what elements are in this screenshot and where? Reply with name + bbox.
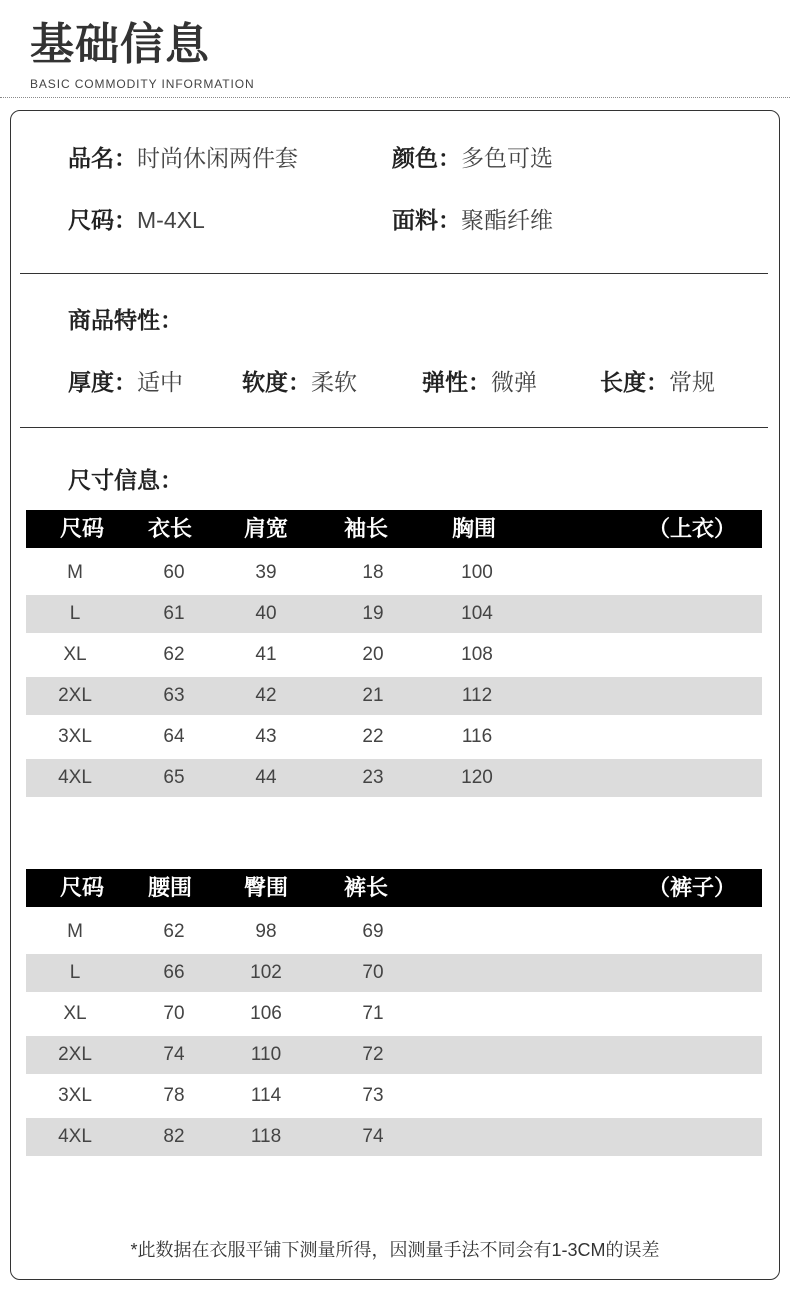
table-row [26, 954, 762, 992]
table-cell: 18 [362, 562, 384, 583]
fabric-label: 面料： [392, 207, 461, 233]
feature-label: 软度： [242, 369, 311, 395]
table-cell: 66 [163, 962, 185, 983]
size-cell: XL [63, 1003, 87, 1024]
measurement-footnote: *此数据在衣服平铺下测量所得，因测量手法不同会有1-3CM的误差 [130, 1240, 660, 1260]
size-cell: L [69, 603, 81, 624]
size-table-top [26, 510, 762, 797]
table-header-cell: 肩宽 [243, 516, 288, 541]
table-cell: 20 [362, 644, 384, 665]
size-cell: M [67, 921, 83, 942]
section-divider [20, 427, 768, 428]
table-cell: 104 [461, 603, 493, 624]
table-category-tag: （上衣） [647, 516, 736, 541]
table-cell: 61 [163, 603, 185, 624]
color-label: 颜色： [392, 145, 461, 171]
size-cell: L [69, 962, 81, 983]
table-row [26, 595, 762, 633]
size-cell: 2XL [58, 685, 92, 706]
table-cell: 82 [163, 1126, 185, 1147]
table-cell: 72 [362, 1044, 384, 1065]
table-cell: 78 [163, 1085, 185, 1106]
table-row [26, 636, 762, 674]
table-cell: 69 [362, 921, 384, 942]
feature-thickness [68, 366, 183, 398]
table-header-cell: 尺码 [59, 875, 104, 900]
table-header-cell: 胸围 [451, 516, 496, 541]
table-cell: 22 [362, 726, 384, 747]
size-range-label: 尺码： [68, 207, 137, 233]
table-cell: 65 [163, 767, 185, 788]
color-value: 多色可选 [461, 145, 553, 171]
table-row [26, 554, 762, 592]
size-cell: 4XL [58, 767, 92, 788]
table-cell: 39 [255, 562, 277, 583]
table-cell: 71 [362, 1003, 384, 1024]
size-range-value: M-4XL [137, 207, 205, 233]
feature-length [600, 366, 715, 398]
feature-label: 弹性： [422, 369, 491, 395]
table-row [26, 995, 762, 1033]
table-cell: 62 [163, 644, 185, 665]
fabric-value: 聚酯纤维 [461, 207, 553, 233]
table-cell: 60 [163, 562, 185, 583]
table-cell: 62 [163, 921, 185, 942]
table-cell: 110 [250, 1044, 282, 1065]
table-header [26, 510, 762, 548]
table-cell: 23 [362, 767, 384, 788]
table-cell: 44 [255, 767, 277, 788]
feature-value: 适中 [137, 369, 183, 395]
table-row [26, 1036, 762, 1074]
feature-value: 常规 [669, 369, 715, 395]
size-cell: 3XL [58, 1085, 92, 1106]
table-cell: 116 [461, 726, 493, 747]
table-cell: 74 [163, 1044, 185, 1065]
table-cell: 102 [250, 962, 282, 983]
table-cell: 63 [163, 685, 185, 706]
feature-softness [242, 366, 357, 398]
table-cell: 70 [362, 962, 384, 983]
table-cell: 118 [250, 1126, 282, 1147]
table-row [26, 718, 762, 756]
size-cell: 4XL [58, 1126, 92, 1147]
size-cell: M [67, 562, 83, 583]
table-header [26, 869, 762, 907]
page-title: 基础信息 [30, 20, 210, 69]
table-header-cell: 裤长 [343, 875, 388, 900]
size-range-field [68, 204, 205, 236]
table-cell: 41 [255, 644, 277, 665]
table-cell: 74 [362, 1126, 384, 1147]
page-subtitle: BASIC COMMODITY INFORMATION [30, 77, 255, 91]
size-cell: 2XL [58, 1044, 92, 1065]
table-cell: 70 [163, 1003, 185, 1024]
table-cell: 108 [461, 644, 493, 665]
color-field [392, 142, 553, 174]
table-row [26, 1077, 762, 1115]
table-cell: 120 [461, 767, 493, 788]
features-title: 商品特性： [68, 307, 183, 333]
table-cell: 112 [461, 685, 493, 706]
table-row [26, 913, 762, 951]
feature-value: 柔软 [311, 369, 357, 395]
size-cell: 3XL [58, 726, 92, 747]
table-cell: 100 [461, 562, 493, 583]
table-cell: 114 [250, 1085, 282, 1106]
dotted-divider [0, 97, 790, 98]
table-row [26, 677, 762, 715]
table-cell: 73 [362, 1085, 384, 1106]
table-header-cell: 袖长 [343, 516, 388, 541]
table-header-cell: 衣长 [147, 516, 192, 541]
table-cell: 21 [362, 685, 384, 706]
table-cell: 42 [255, 685, 277, 706]
table-cell: 19 [362, 603, 384, 624]
size-info-title: 尺寸信息： [68, 467, 183, 493]
section-divider [20, 273, 768, 274]
feature-label: 厚度： [68, 369, 137, 395]
fabric-field [392, 204, 553, 236]
table-header-cell: 尺码 [59, 516, 104, 541]
table-header-cell: 臀围 [243, 875, 288, 900]
table-cell: 43 [255, 726, 277, 747]
feature-value: 微弹 [491, 369, 537, 395]
table-cell: 64 [163, 726, 185, 747]
table-cell: 106 [250, 1003, 282, 1024]
size-table-pants [26, 869, 762, 1156]
product-name-value: 时尚休闲两件套 [137, 145, 298, 171]
table-category-tag: （裤子） [647, 875, 736, 900]
table-row [26, 1118, 762, 1156]
size-cell: XL [63, 644, 87, 665]
table-header-cell: 腰围 [147, 875, 192, 900]
feature-elasticity [422, 366, 537, 398]
table-cell: 40 [255, 603, 277, 624]
table-row [26, 759, 762, 797]
feature-label: 长度： [600, 369, 669, 395]
product-name-field [68, 142, 298, 174]
table-cell: 98 [255, 921, 277, 942]
product-name-label: 品名： [68, 145, 137, 171]
